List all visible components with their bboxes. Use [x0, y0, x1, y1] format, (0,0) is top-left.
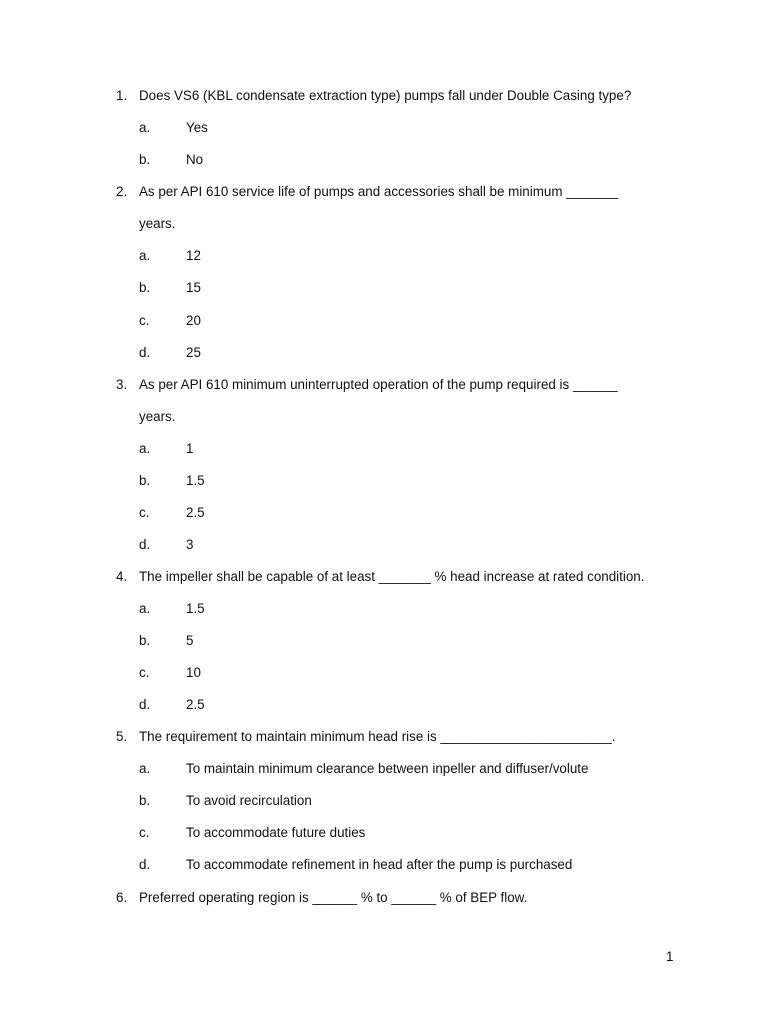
question-2-option-a-letter: a. — [139, 248, 151, 263]
question-3-option-a-text: 1 — [186, 441, 194, 456]
page-number: 1 — [666, 949, 674, 964]
question-6-number: 6. — [116, 890, 128, 905]
question-4-text: The impeller shall be capable of at least _______ % head increase at rated condition. — [139, 569, 645, 584]
question-4-option-c-text: 10 — [186, 665, 201, 680]
question-2-option-d-letter: d. — [139, 345, 151, 360]
question-3-number: 3. — [116, 377, 128, 392]
question-2-option-c-letter: c. — [139, 313, 150, 328]
question-3-option-a-letter: a. — [139, 441, 151, 456]
question-5-option-c-letter: c. — [139, 825, 150, 840]
question-4-number: 4. — [116, 569, 128, 584]
question-2-option-b-letter: b. — [139, 280, 151, 295]
question-4-option-a-letter: a. — [139, 601, 151, 616]
question-5-option-d-letter: d. — [139, 857, 151, 872]
question-6-text: Preferred operating region is ______ % to ______ % of BEP flow. — [139, 890, 528, 905]
question-2-option-a-text: 12 — [186, 248, 201, 263]
question-4-option-d-text: 2.5 — [186, 697, 205, 712]
question-2-option-c-text: 20 — [186, 313, 201, 328]
question-3-continuation: years. — [139, 409, 176, 424]
question-3-option-c-letter: c. — [139, 505, 150, 520]
question-2-option-d-text: 25 — [186, 345, 201, 360]
question-1-option-b-text: No — [186, 152, 204, 167]
question-5-number: 5. — [116, 729, 128, 744]
question-3-option-b-letter: b. — [139, 473, 151, 488]
question-1-text: Does VS6 (KBL condensate extraction type) pumps fall under Double Casing type? — [139, 88, 632, 103]
question-4-option-d-letter: d. — [139, 697, 151, 712]
question-2-continuation: years. — [139, 216, 176, 231]
question-4-option-b-letter: b. — [139, 633, 151, 648]
question-1-option-a-text: Yes — [186, 120, 208, 135]
question-4-option-b-text: 5 — [186, 633, 194, 648]
question-3-option-b-text: 1.5 — [186, 473, 205, 488]
question-5-option-c-text: To accommodate future duties — [186, 825, 366, 840]
question-5-option-a-letter: a. — [139, 761, 151, 776]
question-1-option-a-letter: a. — [139, 120, 151, 135]
question-3-option-d-letter: d. — [139, 537, 151, 552]
question-4-option-a-text: 1.5 — [186, 601, 205, 616]
question-2-option-b-text: 15 — [186, 280, 201, 295]
question-2-text: As per API 610 service life of pumps and accessories shall be minimum _______ — [139, 184, 619, 199]
question-5-option-d-text: To accommodate refinement in head after the pump is purchased — [186, 857, 573, 872]
question-2-number: 2. — [116, 184, 128, 199]
question-5-option-b-letter: b. — [139, 793, 151, 808]
question-3-option-d-text: 3 — [186, 537, 194, 552]
question-5-option-b-text: To avoid recirculation — [186, 793, 312, 808]
question-5-option-a-text: To maintain minimum clearance between inpeller and diffuser/volute — [186, 761, 589, 776]
question-1-number: 1. — [116, 88, 128, 103]
question-4-option-c-letter: c. — [139, 665, 150, 680]
question-3-text: As per API 610 minimum uninterrupted operation of the pump required is ______ — [139, 377, 618, 392]
question-3-option-c-text: 2.5 — [186, 505, 205, 520]
question-5-text: The requirement to maintain minimum head rise is _______________________. — [139, 729, 616, 744]
question-1-option-b-letter: b. — [139, 152, 151, 167]
